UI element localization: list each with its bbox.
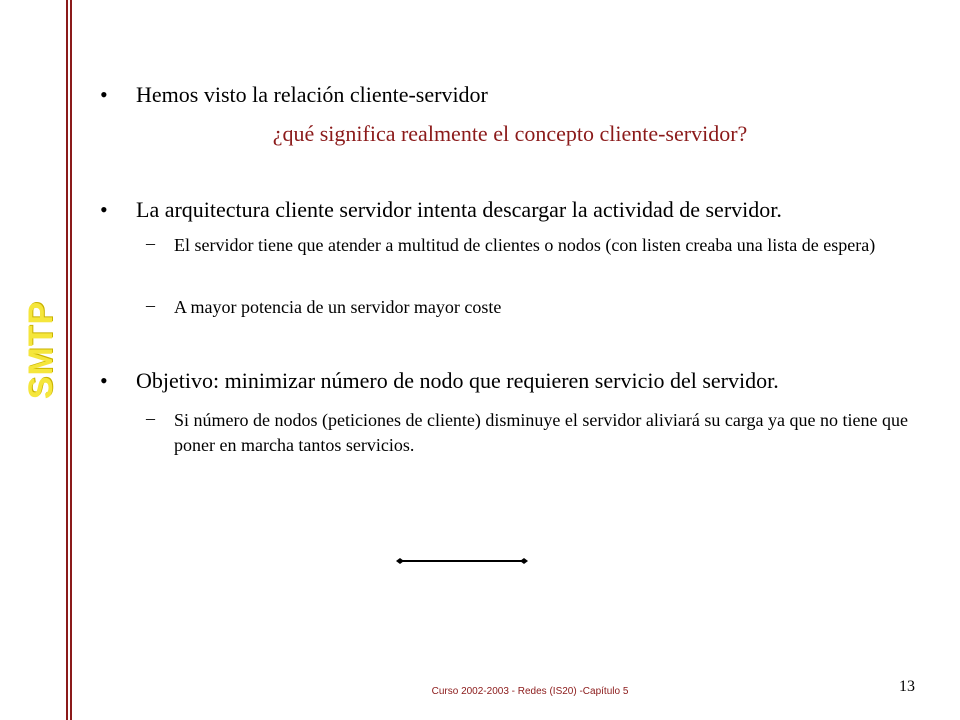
sub-bullet-marker: – <box>146 233 155 253</box>
sub-bullet-text: A mayor potencia de un servidor mayor coste <box>174 297 502 317</box>
sub-bullet-text: Si número de nodos (peticiones de cliente) disminuye el servidor aliviará su carga ya que no tiene que poner en marcha tantos servicios. <box>174 410 908 455</box>
left-border-rule <box>66 0 68 720</box>
side-label: SMTP <box>22 300 60 400</box>
question-text: ¿qué significa realmente el concepto cliente-servidor? <box>272 121 748 146</box>
sub-bullet-marker: – <box>146 408 155 428</box>
connector-line-graphic <box>396 556 528 566</box>
bullet-marker: • <box>100 197 108 222</box>
sub-bullet-text: El servidor tiene que atender a multitud de clientes o nodos (con listen creaba una lista de espera) <box>174 235 876 255</box>
footer <box>0 686 960 697</box>
bullet-text: La arquitectura cliente servidor intenta descargar la actividad de servidor. <box>136 197 782 222</box>
bullet-marker: • <box>100 82 108 107</box>
bullet-text: Objetivo: minimizar número de nodo que requieren servicio del servidor. <box>136 368 779 393</box>
left-border-rule-inner <box>70 0 72 720</box>
page-number: 13 <box>899 678 915 695</box>
bullet-marker: • <box>100 368 108 393</box>
bullet-text: Hemos visto la relación cliente-servidor <box>136 82 488 107</box>
sub-bullet-marker: – <box>146 295 155 315</box>
footer-text: Curso 2002-2003 - Redes (IS20) -Capítulo 5 <box>431 686 629 697</box>
